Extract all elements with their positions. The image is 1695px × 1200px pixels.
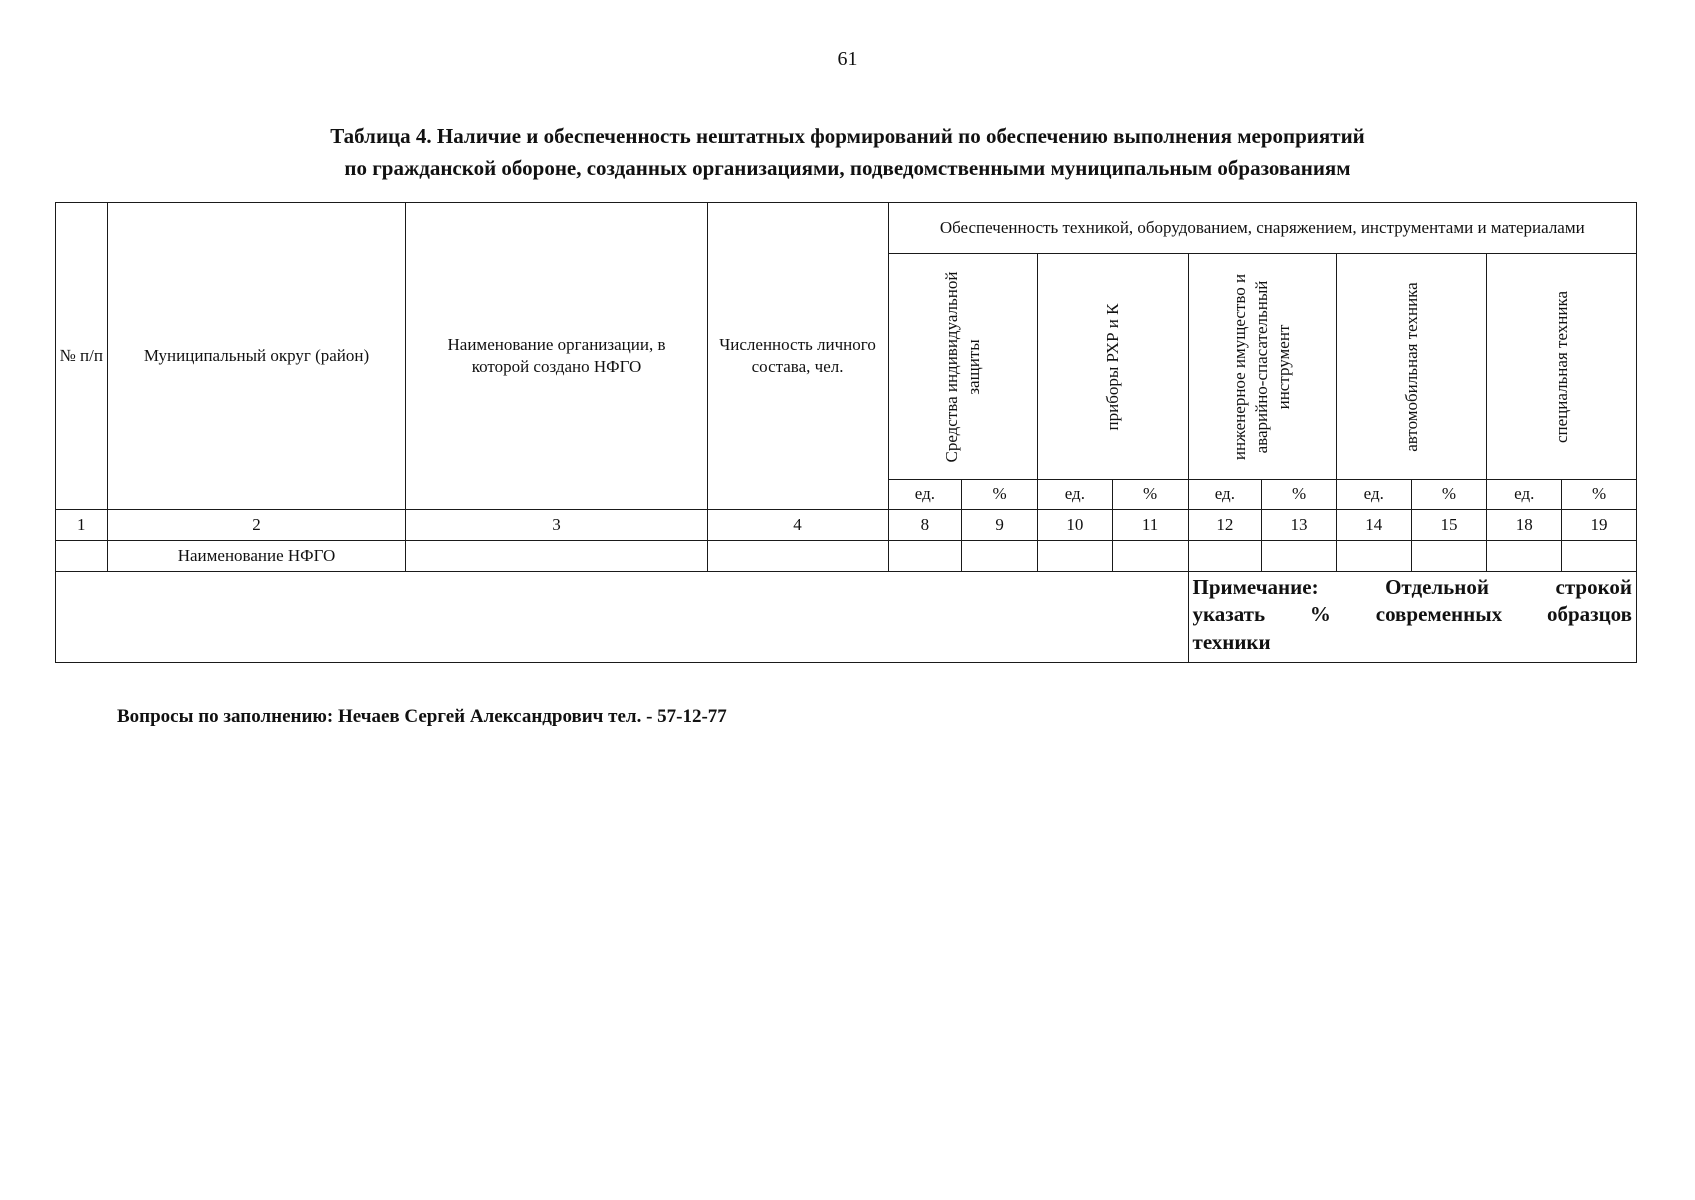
note-line-1: Примечание: Отдельной строкой [1192, 575, 1632, 599]
note-line-3: техники [1192, 629, 1271, 654]
table-cell [1562, 541, 1637, 572]
percent-header: % [1112, 480, 1188, 510]
header-num: № п/п [56, 203, 108, 510]
unit-header: ед. [888, 480, 962, 510]
unit-header: ед. [1038, 480, 1113, 510]
column-number: 19 [1562, 510, 1637, 541]
column-number: 4 [707, 510, 888, 541]
percent-header: % [1262, 480, 1337, 510]
table-cell-district: Наименование НФГО [107, 541, 406, 572]
header-category-rkhr-label: приборы РХР и К [1102, 303, 1122, 430]
table-cell [406, 541, 707, 572]
table-cell [1411, 541, 1487, 572]
column-number: 15 [1411, 510, 1487, 541]
column-number: 9 [962, 510, 1038, 541]
column-number: 14 [1336, 510, 1411, 541]
table-title [160, 120, 1535, 184]
percent-header: % [1411, 480, 1487, 510]
provision-table [55, 202, 1637, 663]
note-cell [1188, 572, 1637, 663]
note-line-2: указать % современных образцов [1192, 602, 1632, 627]
column-number: 8 [888, 510, 962, 541]
header-category-special [1487, 254, 1637, 480]
table-cell [56, 541, 108, 572]
percent-header: % [962, 480, 1038, 510]
column-number: 2 [107, 510, 406, 541]
header-category-special-label: специальная техника [1551, 290, 1571, 443]
unit-header: ед. [1487, 480, 1562, 510]
header-category-ppe [888, 254, 1037, 480]
header-provision-group: Обеспеченность техникой, оборудованием, снаряжением, инструментами и материалами [888, 203, 1636, 254]
header-category-rkhr [1038, 254, 1189, 480]
table-title-line-2: по гражданской обороне, созданных организациями, подведомственными муниципальным образованиям [344, 156, 1351, 180]
header-district: Муниципальный округ (район) [107, 203, 406, 510]
column-number: 3 [406, 510, 707, 541]
table-cell [888, 541, 962, 572]
table-cell [1487, 541, 1562, 572]
header-category-ppe-label: Средства индивидуальной защиты [941, 271, 983, 463]
table-cell [1262, 541, 1337, 572]
page-number: 61 [837, 48, 858, 70]
column-number-row [56, 510, 1637, 541]
column-number: 12 [1188, 510, 1262, 541]
header-category-vehicles [1336, 254, 1487, 480]
header-personnel: Численность личного состава, чел. [707, 203, 888, 510]
column-number: 11 [1112, 510, 1188, 541]
note-row [56, 572, 1637, 663]
unit-header: ед. [1336, 480, 1411, 510]
table-cell [707, 541, 888, 572]
blank-cell [56, 572, 1189, 663]
table-cell [962, 541, 1038, 572]
header-category-vehicles-label: автомобильная техника [1401, 281, 1421, 452]
table-cell [1038, 541, 1113, 572]
header-org-name: Наименование организации, в которой создано НФГО [406, 203, 707, 510]
table-cell [1112, 541, 1188, 572]
column-number: 18 [1487, 510, 1562, 541]
header-category-engineering [1188, 254, 1336, 480]
column-number: 13 [1262, 510, 1337, 541]
unit-header: ед. [1188, 480, 1262, 510]
column-number: 1 [56, 510, 108, 541]
questions-contact: Вопросы по заполнению: Нечаев Сергей Александрович тел. - 57-12-77 [117, 706, 727, 727]
header-category-engineering-label: инженерное имущество и аварийно-спасательный инструмент [1230, 273, 1294, 460]
percent-header: % [1562, 480, 1637, 510]
table-row [56, 541, 1637, 572]
table-cell [1336, 541, 1411, 572]
table-cell [1188, 541, 1262, 572]
table-title-line-1: Таблица 4. Наличие и обеспеченность нештатных формирований по обеспечению выполнения мероприятий [330, 124, 1365, 148]
column-number: 10 [1038, 510, 1113, 541]
